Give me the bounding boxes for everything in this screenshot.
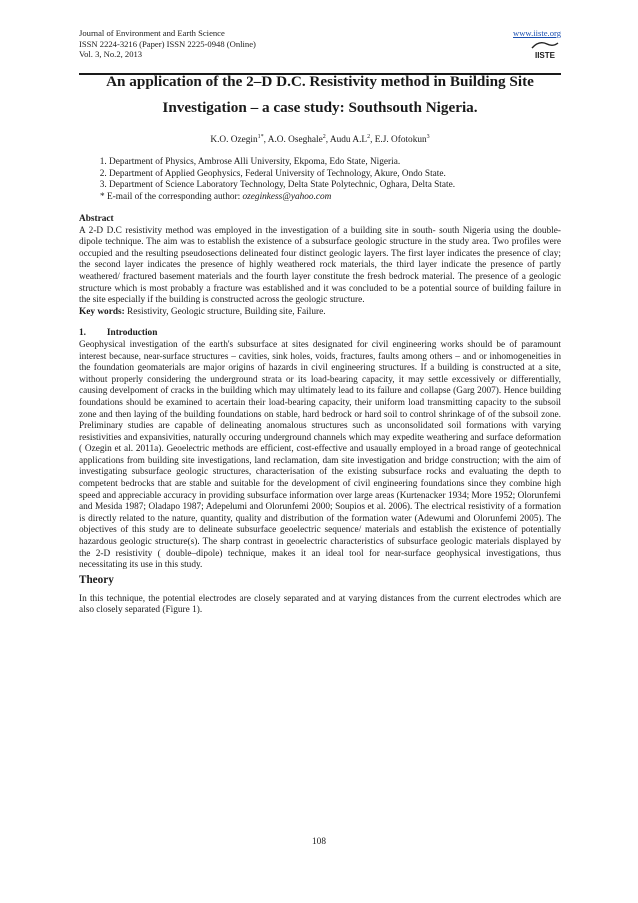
author-list: K.O. Ozegin$^{1*}$, A.O. Oseghale$^2$, Audu $A.L^2$, E.J. Ofotokun$^3$ xyxy=(210,134,430,146)
corresponding-email xyxy=(91,192,561,204)
keywords-label: Key words: xyxy=(79,306,125,317)
section-number: 1. xyxy=(79,328,86,339)
keywords xyxy=(79,307,561,319)
affiliation-item: 1. Department of Physics, Ambrose Alli University, Ekpoma, Edo State, Nigeria. xyxy=(109,157,561,169)
page-number: 108 xyxy=(312,837,326,847)
author-4-affil: 3 xyxy=(426,134,430,140)
email-address[interactable]: ozeginkess@yahoo.com xyxy=(242,192,332,203)
keywords-text: Resistivity, Geologic structure, Building site, Failure. xyxy=(127,306,326,317)
author-2: A.O. Oseghale xyxy=(267,135,323,146)
journal-header xyxy=(79,28,561,74)
paper-body xyxy=(79,214,561,617)
abstract-text: A 2-D D.C resistivity method was employed in the investigation of a building site in south- south Nigeria using the double-dipole technique. The aim was to establish the existence of a subsurface geologic structure in the study area. Two profiles were occupied and the resulting pseudosections delineated four distinct geologic layers. The first layer indicates the presence of clay; the second layer indicates the presence of highly weathered rock materials, the third layer indicate the presence of partly weathered/ fractured basement materials and the fourth layer constitute the fresh bedrock material. The presence of a geologic structure which is most probably a fracture was established and it was concluded to be a potential source of building failure in the site especially if the building is constructed across the geologic structure. xyxy=(79,225,561,306)
title-line-2: Investigation – a case study: Southsouth Nigeria. xyxy=(162,99,478,116)
section-title: Introduction xyxy=(106,328,158,339)
author-3: Audu A.L xyxy=(329,135,368,146)
affiliation-item: 3. Department of Science Laboratory Technology, Delta State Polytechnic, Oghara, Delta State. xyxy=(109,180,561,192)
paper-title xyxy=(79,69,561,121)
email-label: * E-mail of the corresponding author: xyxy=(100,192,241,203)
journal-name: Journal of Environment and Earth Science xyxy=(79,28,225,38)
author-1: K.O. Ozegin xyxy=(210,135,258,146)
theory-heading: Theory xyxy=(79,573,114,586)
iiste-logo-icon xyxy=(531,40,559,60)
journal-issn: ISSN 2224-3216 (Paper) ISSN 2225-0948 (Online) xyxy=(79,38,256,49)
introduction-text: Geophysical investigation of the earth's subsurface at sites designated for civil engineering works should be of paramount interest because, near-surface structures – cavities, sink holes, voids, fractures, faults among others – and or inhomogeneities in the foundation geomaterials are major origins of hazards in civil engineering structures. If a building is constructed at a site, without properly considering the underground strata or its load-bearing capacity, it may settle excessively or differentially, causing develpoment of cracks in the building which may ultimately lead to its failure and collapse (Garg 2007). Hence building foundations should be examined to acertain their load-bearing capacity, their uniform load transmitting capacity to the subsoil zone and then laying of the building foundations on stable, hard bedrock or hard soil to control shrinkage of of the subsoil zone. Preliminary studies are capable of delineating anomalous structures such as unconsolidated soil formations with varying resistivities and expansivities, naturally occuring underground channels which may expedite weathering and surface deformation ( Ozegin et al. 2011a). Geoelectric methods are efficient, cost-effective and usaually employed in a broad range of geotechnical applications from building site investigations, land reclamation, dam site investigation and bridge construction; with the aim of investigating subsurface geologic structures, characterisation of the existing subsurface rocks and evaluating the depth to competent bedrocks that are stable and suitable for the development of civil engineering foundations since they combine high speed and appreciable accuracy in providing subsurface information over large areas (Kurtenacker 1934; More 1952; Olorunfemi and Mesida 1987; Oladapo 1987; Adepelumi and Olorunfemi 2000; Soupios et al. 2006). The electrical resistivity of a formation is directly related to the nature, quantity, quality and distribution of the formation water (Adewumi and Olorunfemi 2005). The objectives of this study are to delineate subsurface geoelectric sequence/ materials and establish the existence of potentially hazardous geologic structure(s). The sharp contrast in geoelectric characteristics of subsurface geologic materials displayed by the 2-D resistivity ( double–dipole) technique, makes it an ideal tool for near-surface geophysical investigations, thus necessitating its use in this study. xyxy=(79,339,561,571)
affiliations xyxy=(91,157,561,204)
title-line-1: An application of the 2–D D.C. Resistivity method in Building Site xyxy=(106,73,534,90)
paper-page xyxy=(79,28,561,74)
introduction-heading xyxy=(79,328,561,340)
abstract-heading: Abstract xyxy=(79,214,114,224)
theory-text: In this technique, the potential electrodes are closely separated and at varying distances from the current electrodes which are also closely separated (Figure 1). xyxy=(79,593,561,616)
author-3-affil: 2 xyxy=(367,134,371,140)
affiliation-item: 2. Department of Applied Geophysics, Federal University of Technology, Akure, Ondo State. xyxy=(109,169,561,181)
author-2-affil: 2 xyxy=(322,134,326,140)
author-4: E.J. Ofotokun xyxy=(374,135,427,146)
logo-text: IISTE xyxy=(534,51,556,60)
author-1-affil: 1* xyxy=(257,134,264,140)
journal-website-link[interactable]: www.iiste.org xyxy=(513,28,561,38)
journal-volume: Vol. 3, No.2, 2013 xyxy=(79,49,143,60)
